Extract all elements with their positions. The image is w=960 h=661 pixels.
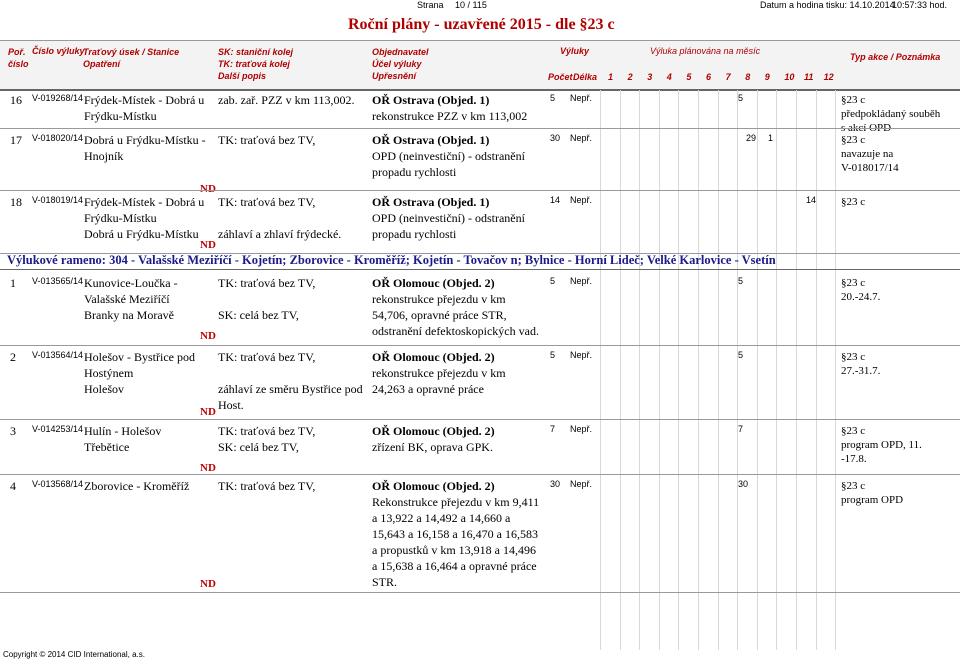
purpose-text: a 15,638 a 16,464 a opravné práce — [372, 559, 537, 573]
row-divider — [0, 419, 960, 420]
month-header: 3 — [647, 72, 653, 82]
month-headers — [604, 72, 834, 84]
note-text: §23 c — [841, 480, 866, 492]
header-typ-akce: Typ akce / Poznámka — [850, 52, 941, 62]
month-header: 9 — [764, 72, 770, 82]
purpose-text: 15,643 a 16,158 a 16,470 a 16,583 — [372, 527, 538, 541]
purpose-text: rekonstrukce přejezdu v km — [372, 292, 506, 306]
station-text: Hnojník — [84, 149, 124, 163]
note-text: §23 c — [841, 196, 866, 208]
nd-marker: ND — [200, 183, 216, 195]
row-divider — [0, 474, 960, 475]
month-header: 10 — [784, 72, 795, 82]
station-text: Branky na Moravě — [84, 308, 174, 322]
purpose-text: rekonstrukce přejezdu v km — [372, 366, 506, 380]
grid-line — [776, 90, 777, 650]
grid-line — [678, 90, 679, 650]
station-text: Třebětice — [84, 440, 130, 454]
note-text: předpokládaný souběh — [841, 108, 941, 120]
count-value: 30 — [550, 479, 561, 489]
header-planovana: Výluka plánována na měsíc — [650, 46, 761, 56]
track-text: zab. zař. PZZ v km 113,002. — [218, 93, 355, 107]
month-header: 8 — [745, 72, 751, 82]
track-text: TK: traťová bez TV, — [218, 133, 316, 147]
row-number: 3 — [10, 424, 16, 438]
nd-marker: ND — [200, 462, 216, 474]
track-text: TK: traťová bez TV, — [218, 350, 316, 364]
row-divider — [0, 345, 960, 346]
station-text: Frýdek-Místek - Dobrá u — [84, 195, 205, 209]
month-header: 1 — [608, 72, 614, 82]
nd-marker: ND — [200, 406, 216, 418]
row-divider — [0, 128, 960, 129]
purpose-text: rekonstrukce PZZ v km 113,002 — [372, 109, 528, 123]
purpose-text: a 13,922 a 14,492 a 14,660 a — [372, 511, 511, 525]
print-time: 10:57:33 hod. — [892, 0, 948, 10]
grid-line — [639, 90, 640, 650]
grid-line — [796, 90, 797, 650]
purpose-text: 24,263 a opravné práce — [372, 382, 484, 396]
footer-copyright: Copyright © 2014 CID International, a.s. — [3, 650, 145, 659]
note-text: §23 c — [841, 94, 866, 106]
exclusion-code: V-014253/14 — [32, 424, 84, 434]
count-value: 5 — [550, 350, 556, 360]
count-value: 30 — [550, 133, 561, 143]
print-date: Datum a hodina tisku: 14.10.2014 — [760, 0, 895, 10]
page-title: Roční plány - uzavřené 2015 - dle §23 c — [348, 16, 615, 33]
length-value: Nepř. — [570, 93, 593, 103]
grid-line — [757, 90, 758, 650]
page-label: Strana — [417, 0, 444, 10]
exclusion-code: V-013564/14 — [32, 350, 84, 360]
orderer-text: OŘ Ostrava (Objed. 1) — [372, 93, 490, 107]
orderer-text: OŘ Olomouc (Objed. 2) — [372, 350, 495, 364]
purpose-text: a propustků v km 13,918 a 14,496 — [372, 543, 536, 557]
exclusion-code: V-018020/14 — [32, 133, 84, 143]
note-text: §23 c — [841, 425, 866, 437]
month-value: 1 — [768, 133, 774, 143]
purpose-text: OPD (neinvestiční) - odstranění — [372, 149, 525, 163]
row-number: 17 — [10, 133, 22, 147]
length-value: Nepř. — [570, 479, 593, 489]
length-value: Nepř. — [570, 195, 593, 205]
station-text: Holešov - Bystřice pod — [84, 350, 195, 364]
track-text: TK: traťová bez TV, — [218, 424, 316, 438]
month-header: 11 — [804, 72, 814, 82]
station-text: Frýdku-Místku — [84, 109, 157, 123]
track-text: TK: traťová bez TV, — [218, 276, 316, 290]
note-text: §23 c — [841, 134, 866, 146]
length-value: Nepř. — [570, 133, 593, 143]
month-value: 30 — [738, 479, 749, 489]
count-value: 5 — [550, 93, 556, 103]
orderer-text: OŘ Ostrava (Objed. 1) — [372, 133, 490, 147]
station-text: Valašské Meziříčí — [84, 292, 170, 306]
orderer-text: OŘ Ostrava (Objed. 1) — [372, 195, 490, 209]
orderer-text: OŘ Olomouc (Objed. 2) — [372, 276, 495, 290]
purpose-text: propadu rychlosti — [372, 165, 457, 179]
month-value: 7 — [738, 424, 744, 434]
exclusion-code: V-018019/14 — [32, 195, 84, 205]
station-text: Kunovice-Loučka - — [84, 276, 178, 290]
station-text: Frýdek-Místek - Dobrá u — [84, 93, 205, 107]
station-text: Hulín - Holešov — [84, 424, 162, 438]
grid-line — [600, 90, 601, 650]
grid-line — [620, 90, 621, 650]
row-number: 1 — [10, 276, 16, 290]
header-pocet: Počet — [548, 72, 573, 82]
row-divider — [0, 190, 960, 191]
month-value: 14 — [806, 195, 817, 205]
month-header: 12 — [823, 72, 834, 82]
station-text: Holešov — [84, 382, 124, 396]
nd-marker: ND — [200, 330, 216, 342]
grid-line — [835, 90, 836, 650]
track-text: TK: traťová bez TV, — [218, 195, 316, 209]
note-text: s akcí OPD — [841, 122, 892, 134]
month-grid — [600, 90, 836, 650]
month-value: 5 — [738, 350, 744, 360]
track-text: Host. — [218, 398, 244, 412]
orderer-text: OŘ Olomouc (Objed. 2) — [372, 479, 495, 493]
header-sk: SK: staniční kolej TK: traťová kolej Další popis — [218, 47, 294, 81]
count-value: 5 — [550, 276, 556, 286]
track-text: SK: celá bez TV, — [218, 440, 299, 454]
length-value: Nepř. — [570, 276, 593, 286]
track-text: záhlaví a zhlaví frýdecké. — [218, 227, 342, 241]
row-number: 18 — [10, 195, 22, 209]
track-text: TK: traťová bez TV, — [218, 479, 316, 493]
note-text: program OPD, 11. — [841, 439, 922, 451]
note-text: V-018017/14 — [841, 162, 899, 174]
length-value: Nepř. — [570, 424, 593, 434]
station-text: Dobrá u Frýdku-Místku - — [84, 133, 206, 147]
grid-line — [718, 90, 719, 650]
station-text: Hostýnem — [84, 366, 134, 380]
header-trat-usek: Traťový úsek / Stanice Opatření — [83, 47, 180, 69]
row-number: 4 — [10, 479, 16, 493]
station-text: Dobrá u Frýdku-Místku — [84, 227, 199, 241]
note-text: §23 c — [841, 277, 866, 289]
count-value: 7 — [550, 424, 556, 434]
note-text: §23 c — [841, 351, 866, 363]
month-value: 5 — [738, 276, 744, 286]
station-text: Zborovice - Kroměříž — [84, 479, 190, 493]
month-header: 4 — [666, 72, 672, 82]
row-number: 16 — [10, 93, 22, 107]
grid-line — [659, 90, 660, 650]
month-header: 7 — [725, 72, 731, 82]
month-value: 5 — [738, 93, 744, 103]
track-text: záhlaví ze směru Bystřice pod — [218, 382, 363, 396]
exclusion-code: V-019268/14 — [32, 93, 84, 103]
note-text: program OPD — [841, 494, 904, 506]
month-value: 29 — [746, 133, 757, 143]
note-text: -17.8. — [841, 453, 867, 465]
station-text: Frýdku-Místku — [84, 211, 157, 225]
month-header: 2 — [627, 72, 633, 82]
orderer-text: OŘ Olomouc (Objed. 2) — [372, 424, 495, 438]
grid-line — [737, 90, 738, 650]
month-header: 6 — [706, 72, 712, 82]
nd-marker: ND — [200, 239, 216, 251]
purpose-text: Rekonstrukce přejezdu v km 9,411 — [372, 495, 540, 509]
purpose-text: odstranění defektoskopických vad. — [372, 324, 539, 338]
note-text: navazuje na — [841, 148, 894, 160]
purpose-text: OPD (neinvestiční) - odstranění — [372, 211, 525, 225]
track-text: SK: celá bez TV, — [218, 308, 299, 322]
exclusion-code: V-013565/14 — [32, 276, 84, 286]
note-text: 20.-24.7. — [841, 291, 881, 303]
length-value: Nepř. — [570, 350, 593, 360]
page-number: 10 / 115 — [455, 0, 487, 10]
purpose-text: STR. — [372, 575, 398, 589]
exclusion-code: V-013568/14 — [32, 479, 84, 489]
row-number: 2 — [10, 350, 16, 364]
purpose-text: propadu rychlosti — [372, 227, 457, 241]
grid-line — [816, 90, 817, 650]
header-cislo-vyluky: Číslo výluky — [32, 46, 85, 56]
section-title: Výlukové rameno: 304 - Valašské Meziříčí - Kojetín; Zborovice - Kroměříž; Kojetín - Tovačov n; Bylnice - Horní Lideč; Velké Karlovice - Vsetín — [7, 253, 776, 267]
purpose-text: zřízení BK, oprava GPK. — [372, 440, 493, 454]
month-header: 5 — [686, 72, 692, 82]
nd-marker: ND — [200, 578, 216, 590]
grid-line — [698, 90, 699, 650]
section-divider — [0, 269, 960, 270]
header-por-cislo: Poř. číslo — [8, 47, 29, 69]
row-divider — [0, 592, 960, 593]
purpose-text: 54,706, opravné práce STR, — [372, 308, 507, 322]
header-objednavatel: Objednavatel Účel výluky Upřesnění — [372, 47, 429, 81]
count-value: 14 — [550, 195, 561, 205]
header-delka: Délka — [573, 72, 598, 82]
note-text: 27.-31.7. — [841, 365, 881, 377]
header-vyluky: Výluky — [560, 46, 590, 56]
